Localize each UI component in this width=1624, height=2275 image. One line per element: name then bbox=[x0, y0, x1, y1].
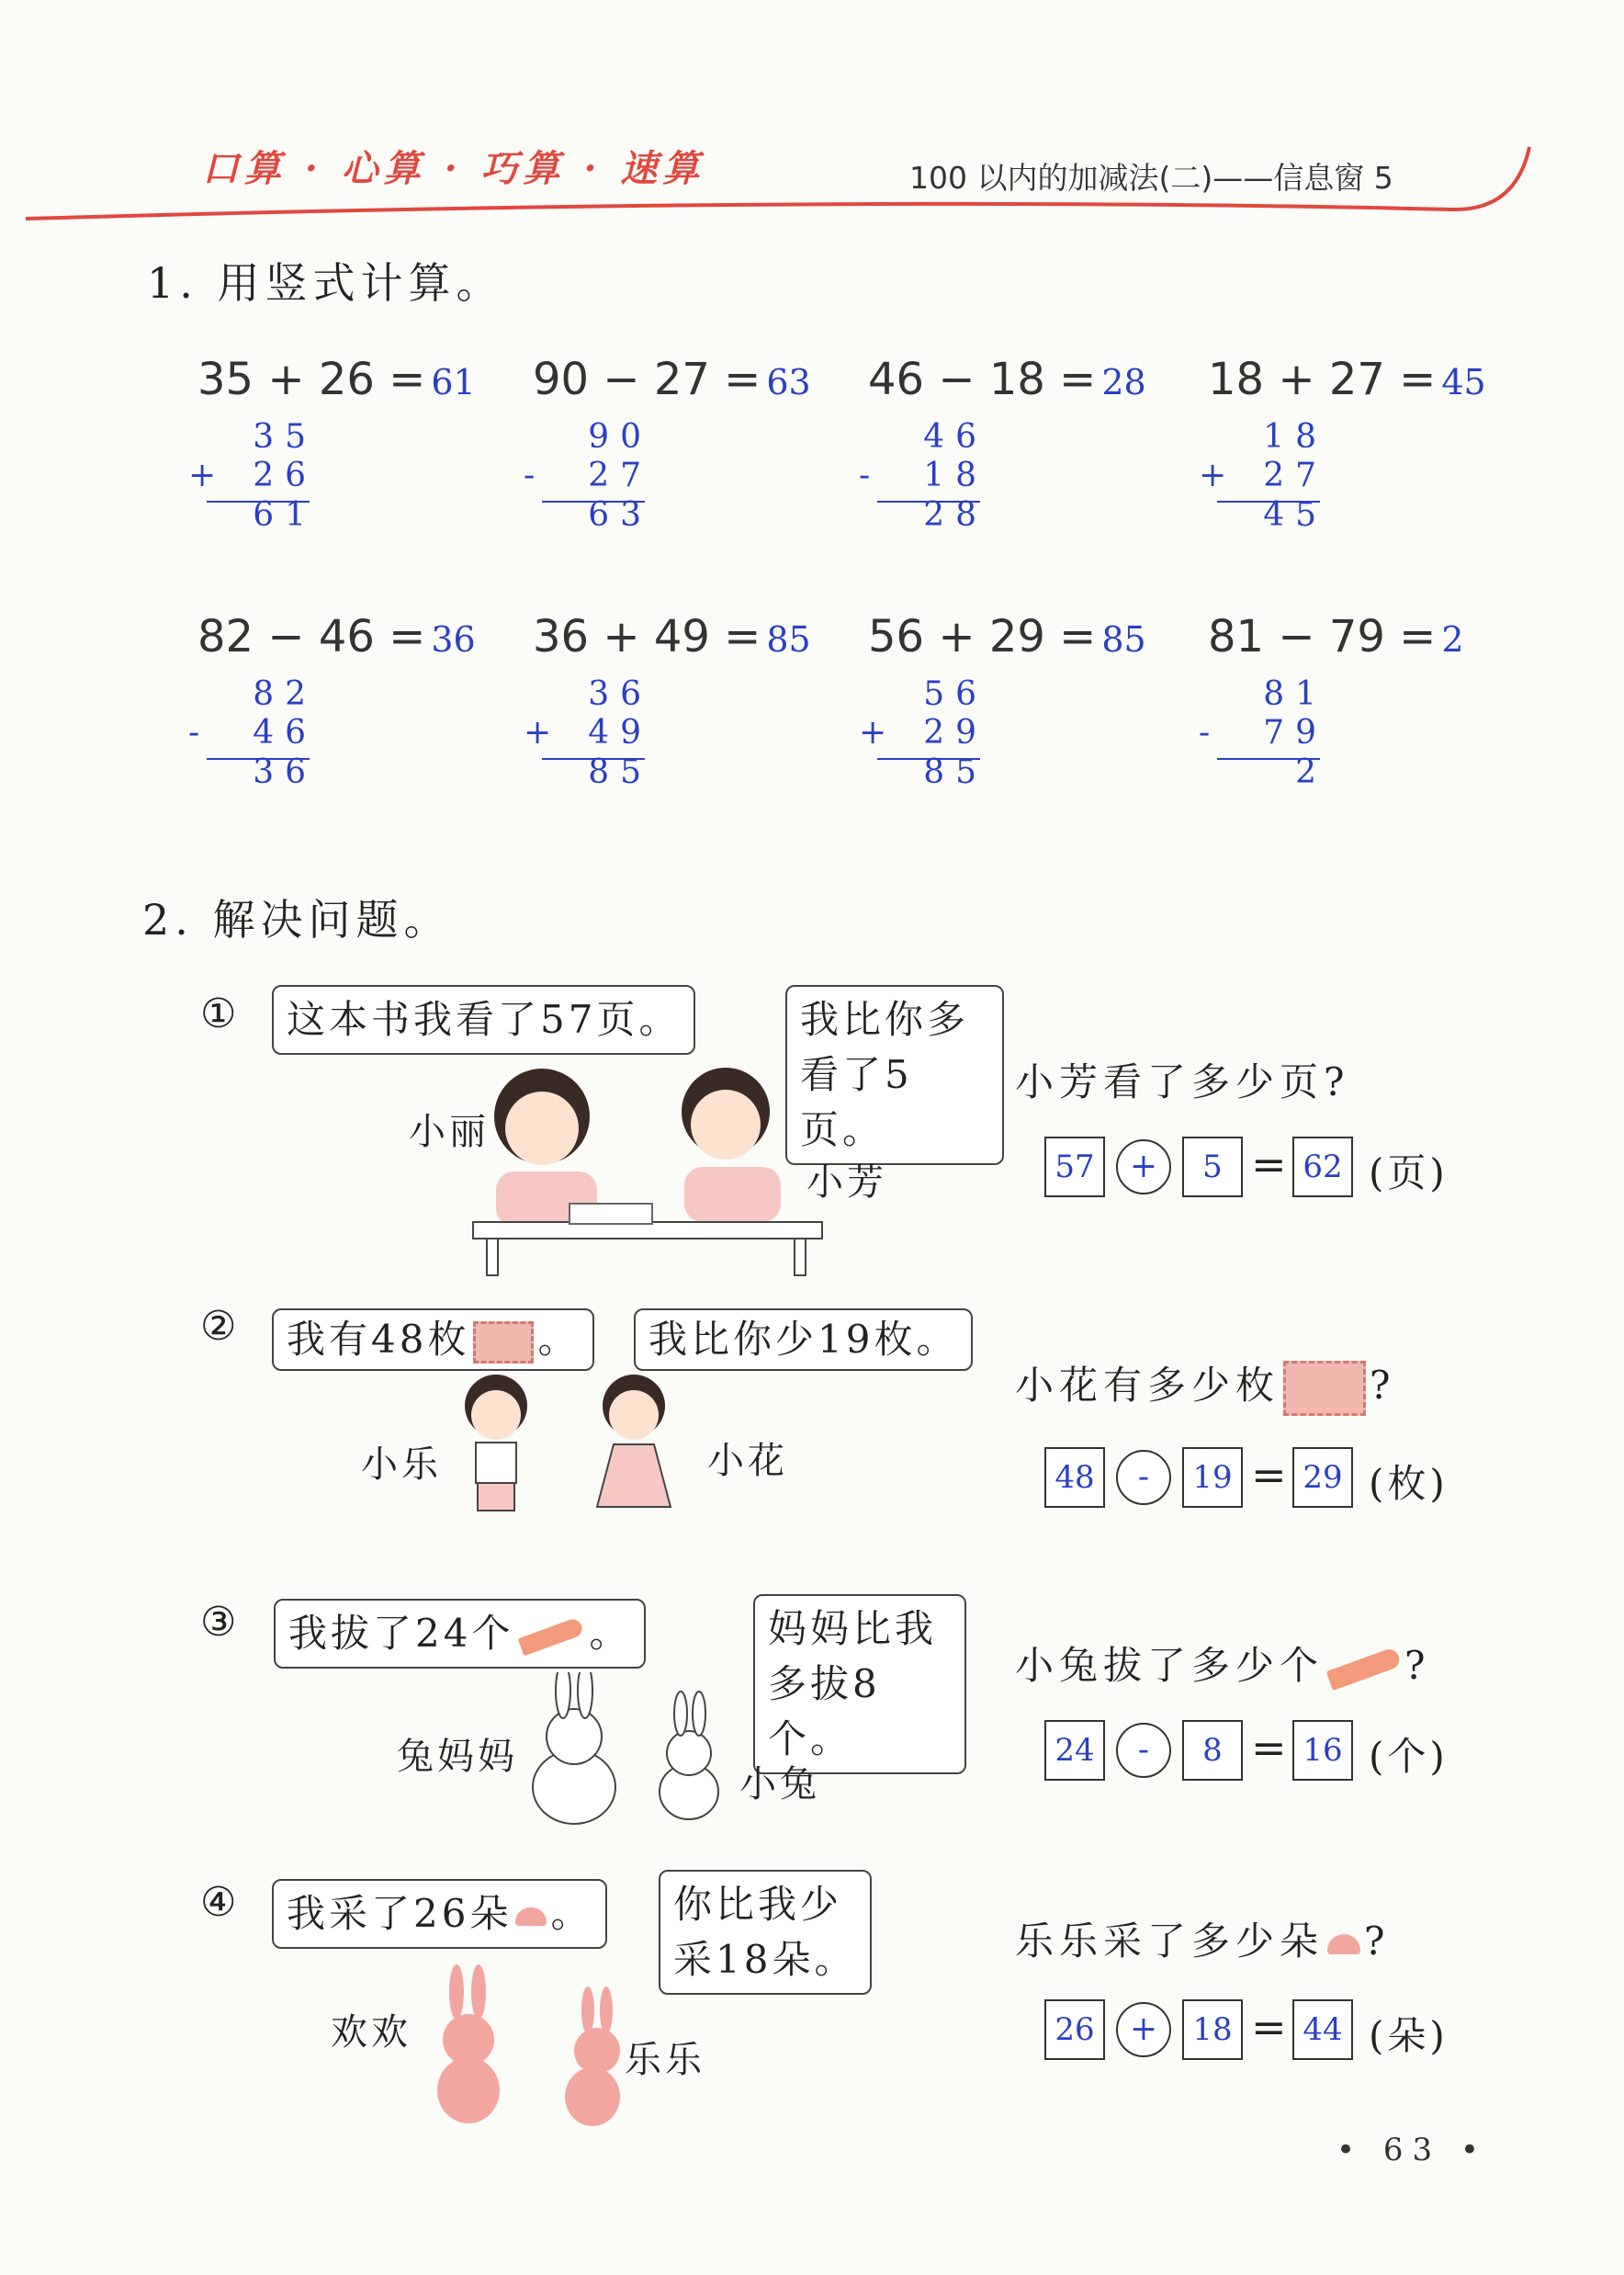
vertical-calc-problem bbox=[859, 611, 1146, 850]
vertical-result[interactable]: 36 bbox=[253, 753, 317, 791]
mushroom-icon bbox=[515, 1907, 547, 1926]
name-xiaofang: 小芳 bbox=[806, 1161, 887, 1204]
vertical-calc-problem bbox=[1199, 354, 1486, 593]
vertical-operator: + bbox=[188, 457, 228, 494]
vertical-bottom-number: 49 bbox=[588, 714, 652, 752]
vertical-top-number: 18 bbox=[1263, 418, 1327, 456]
vertical-operator: + bbox=[524, 714, 563, 752]
calc-answer[interactable]: 85 bbox=[766, 619, 811, 660]
vertical-top-number: 82 bbox=[253, 675, 317, 713]
problem-1-bubble-1: 这本书我看了57页。 bbox=[272, 985, 695, 1055]
vertical-operator: + bbox=[859, 714, 898, 752]
bubble-text: 我有48枚 bbox=[287, 1317, 470, 1362]
page-number: • 63 • bbox=[1336, 2132, 1488, 2168]
name-rabbit-mother: 兔妈妈 bbox=[397, 1736, 518, 1778]
rabbits-illustration bbox=[510, 1672, 749, 1838]
vertical-bottom-number: 18 bbox=[923, 457, 987, 494]
problem-2-operand-a[interactable]: 48 bbox=[1044, 1447, 1105, 1508]
calc-expression bbox=[1208, 354, 1486, 405]
name-lele: 乐乐 bbox=[625, 2039, 705, 2081]
carrot-icon bbox=[1326, 1647, 1403, 1691]
calc-answer[interactable]: 45 bbox=[1441, 362, 1486, 402]
vertical-top-number: 56 bbox=[923, 675, 987, 713]
problem-3-operand-b[interactable]: 8 bbox=[1182, 1720, 1243, 1781]
problem-4-bubble-1 bbox=[272, 1879, 607, 1949]
vertical-bottom-number: 46 bbox=[253, 714, 317, 752]
problem-4-operand-b[interactable]: 18 bbox=[1182, 1999, 1243, 2060]
vertical-result[interactable]: 2 bbox=[1295, 753, 1327, 791]
calc-answer[interactable]: 85 bbox=[1101, 619, 1146, 660]
calc-expression bbox=[533, 611, 811, 662]
stamp-icon bbox=[473, 1321, 534, 1364]
vertical-calc-problem bbox=[524, 611, 811, 850]
expression-text: 81 − 79 = bbox=[1208, 611, 1437, 662]
vertical-result[interactable]: 61 bbox=[253, 496, 317, 534]
bubble-line: 你比我少 bbox=[673, 1882, 843, 1927]
question-text: 小兔拔了多少个 bbox=[1015, 1643, 1325, 1688]
girls-reading-illustration bbox=[459, 1047, 845, 1286]
vertical-result[interactable]: 63 bbox=[588, 496, 652, 534]
vertical-operator: - bbox=[524, 457, 547, 494]
calc-answer[interactable]: 61 bbox=[431, 362, 476, 402]
bubble-line: 妈妈比我 bbox=[768, 1606, 938, 1651]
name-xiaole: 小乐 bbox=[361, 1443, 442, 1486]
question-end: ? bbox=[1364, 1918, 1391, 1964]
problem-3-result[interactable]: 16 bbox=[1292, 1720, 1353, 1781]
vertical-top-number: 36 bbox=[588, 675, 652, 713]
carrot-icon bbox=[518, 1617, 585, 1657]
name-xiaoli: 小丽 bbox=[409, 1111, 490, 1153]
problem-1-question: 小芳看了多少页? bbox=[1015, 1059, 1350, 1104]
problem-2-number: ② bbox=[200, 1303, 237, 1350]
calc-expression bbox=[868, 354, 1146, 405]
calc-expression bbox=[533, 354, 811, 405]
question-end: ? bbox=[1370, 1363, 1396, 1408]
problem-2-question bbox=[1015, 1355, 1396, 1416]
expression-text: 90 − 27 = bbox=[533, 354, 761, 405]
problem-4-result[interactable]: 44 bbox=[1292, 1999, 1353, 2060]
vertical-calc-problem bbox=[1199, 611, 1483, 850]
bubble-line: 采18朵。 bbox=[673, 1937, 857, 1982]
vertical-top-number: 90 bbox=[588, 418, 652, 456]
problem-2-operand-b[interactable]: 19 bbox=[1182, 1447, 1243, 1508]
calc-answer[interactable]: 36 bbox=[431, 619, 476, 660]
bubble-text: 我拔了24个 bbox=[288, 1611, 514, 1656]
problem-4-operand-a[interactable]: 26 bbox=[1044, 1999, 1105, 2060]
problem-4-unit: (朵) bbox=[1369, 2013, 1449, 2058]
section-1-title: 1. 用竖式计算。 bbox=[147, 258, 504, 308]
problem-3-operand-a[interactable]: 24 bbox=[1044, 1720, 1105, 1781]
expression-text: 36 + 49 = bbox=[533, 611, 761, 662]
calc-expression bbox=[197, 611, 476, 662]
problem-1-unit: (页) bbox=[1369, 1150, 1449, 1195]
problem-4-number: ④ bbox=[200, 1879, 237, 1926]
vertical-calc-problem bbox=[188, 354, 476, 593]
calc-answer[interactable]: 2 bbox=[1441, 619, 1464, 660]
problem-3-number: ③ bbox=[200, 1599, 237, 1646]
problem-2-bubble-1 bbox=[272, 1308, 594, 1371]
bubble-line: 多拔8个。 bbox=[768, 1661, 881, 1761]
calc-answer[interactable]: 28 bbox=[1101, 362, 1146, 402]
vertical-bottom-number: 27 bbox=[588, 457, 652, 494]
problem-4-question bbox=[1015, 1911, 1391, 1966]
vertical-bottom-number: 29 bbox=[923, 714, 987, 752]
vertical-calc-problem bbox=[859, 354, 1146, 593]
problem-1-operand-a[interactable]: 57 bbox=[1044, 1137, 1105, 1197]
problem-3-unit: (个) bbox=[1369, 1734, 1449, 1779]
vertical-calc-problem bbox=[524, 354, 811, 593]
mushroom-icon bbox=[1327, 1934, 1360, 1954]
vertical-operator: - bbox=[859, 457, 882, 494]
question-text: 小花有多少枚 bbox=[1015, 1363, 1280, 1408]
expression-text: 35 + 26 = bbox=[197, 354, 426, 405]
vertical-top-number: 81 bbox=[1263, 675, 1327, 713]
bubble-text-end: 。 bbox=[550, 1891, 593, 1936]
bubble-text-end: 。 bbox=[537, 1317, 581, 1362]
problem-3-question bbox=[1015, 1636, 1431, 1691]
vertical-bottom-number: 26 bbox=[253, 457, 317, 494]
question-end: ? bbox=[1404, 1643, 1431, 1688]
vertical-result[interactable]: 28 bbox=[923, 496, 987, 534]
vertical-calc-problem bbox=[188, 611, 476, 850]
problem-1-result[interactable]: 62 bbox=[1292, 1137, 1353, 1197]
expression-text: 82 − 46 = bbox=[197, 611, 426, 662]
bubble-text: 我采了26朵 bbox=[287, 1891, 513, 1936]
vertical-operator: - bbox=[188, 714, 211, 752]
header-subtitle: 100 以内的加减法(二)——信息窗 5 bbox=[909, 160, 1393, 196]
bubble-text-end: 。 bbox=[589, 1611, 632, 1656]
problem-3-bubble-2 bbox=[753, 1594, 966, 1774]
name-huanhuan: 欢欢 bbox=[331, 2011, 412, 2054]
equals-sign: = bbox=[1251, 1723, 1287, 1772]
name-little-rabbit: 小兔 bbox=[739, 1763, 820, 1805]
boy-girl-illustration bbox=[441, 1369, 716, 1553]
equals-sign: = bbox=[1251, 2002, 1287, 2052]
stamp-icon bbox=[1283, 1361, 1366, 1416]
vertical-result[interactable]: 45 bbox=[1263, 496, 1327, 534]
equals-sign: = bbox=[1251, 1139, 1287, 1189]
name-xiaohua: 小花 bbox=[707, 1440, 788, 1482]
vertical-bottom-number: 79 bbox=[1263, 714, 1327, 752]
equals-sign: = bbox=[1251, 1450, 1287, 1500]
problem-2-unit: (枚) bbox=[1369, 1461, 1449, 1506]
vertical-result[interactable]: 85 bbox=[588, 753, 652, 791]
problem-2-bubble-2: 我比你少19枚。 bbox=[634, 1308, 973, 1371]
header-curve bbox=[18, 138, 1534, 230]
header-title: 口算 · 心算 · 巧算 · 速算 bbox=[202, 147, 705, 190]
vertical-result[interactable]: 85 bbox=[923, 753, 987, 791]
problem-2-operator[interactable]: - bbox=[1116, 1450, 1171, 1505]
problem-4-bubble-2 bbox=[659, 1870, 872, 1995]
expression-text: 18 + 27 = bbox=[1208, 354, 1437, 405]
calc-answer[interactable]: 63 bbox=[766, 362, 811, 402]
bubble-line: 看了5页。 bbox=[800, 1052, 913, 1152]
vertical-top-number: 35 bbox=[253, 418, 317, 456]
pink-rabbits-illustration bbox=[418, 1948, 657, 2132]
section-2-title: 2. 解决问题。 bbox=[142, 895, 452, 945]
calc-expression bbox=[1208, 611, 1464, 662]
bubble-line: 我比你多 bbox=[800, 997, 970, 1042]
question-text: 乐乐采了多少朵 bbox=[1015, 1918, 1325, 1964]
problem-4-operator[interactable]: + bbox=[1116, 2002, 1171, 2057]
problem-1-operand-b[interactable]: 5 bbox=[1182, 1137, 1243, 1197]
calc-expression bbox=[868, 611, 1146, 662]
vertical-operator: - bbox=[1199, 714, 1222, 752]
problem-3-operator[interactable]: - bbox=[1116, 1723, 1171, 1778]
problem-3-bubble-1 bbox=[274, 1599, 646, 1669]
vertical-bottom-number: 27 bbox=[1263, 457, 1327, 494]
problem-2-result[interactable]: 29 bbox=[1292, 1447, 1353, 1508]
expression-text: 46 − 18 = bbox=[868, 354, 1097, 405]
calc-expression bbox=[197, 354, 476, 405]
problem-1-operator[interactable]: + bbox=[1116, 1139, 1171, 1194]
problem-1-number: ① bbox=[200, 990, 237, 1037]
vertical-top-number: 46 bbox=[923, 418, 987, 456]
expression-text: 56 + 29 = bbox=[868, 611, 1097, 662]
vertical-operator: + bbox=[1199, 457, 1238, 494]
